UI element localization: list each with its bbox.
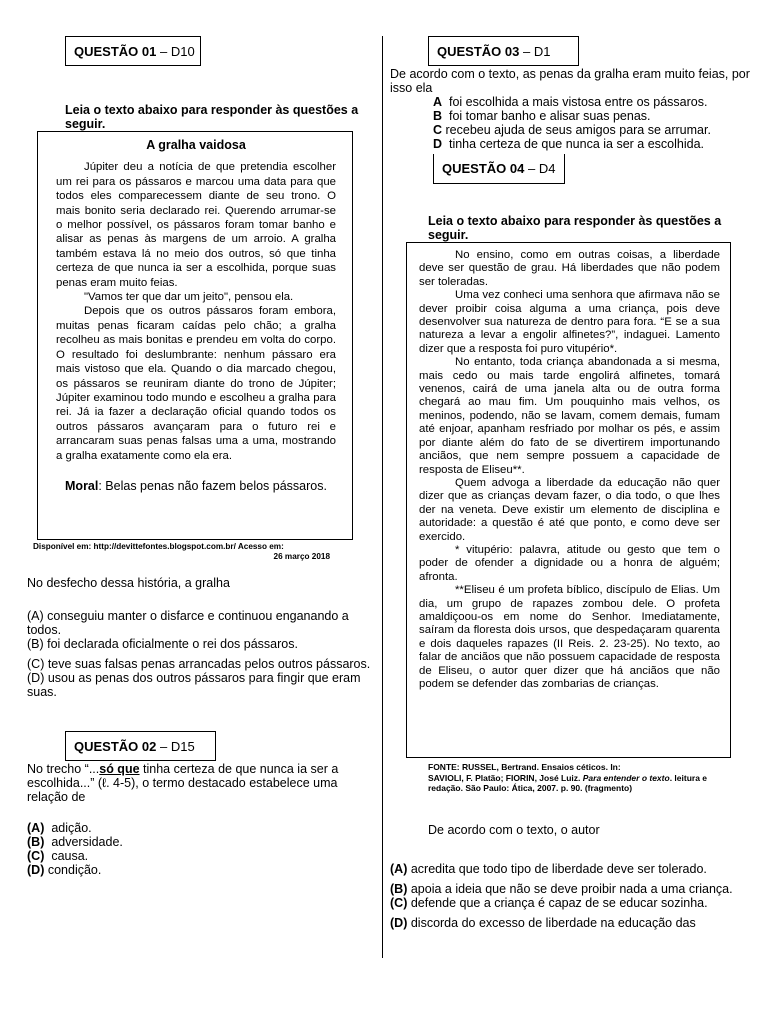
q2-option-a-text: adição. (51, 821, 92, 835)
q4-option-b-text: apoia a ideia que não se deve proibir nada a uma criança. (410, 882, 733, 896)
education-text-box (406, 242, 731, 758)
q4-option-b[interactable] (390, 882, 762, 896)
column-divider (382, 36, 383, 958)
q2-option-b[interactable] (27, 835, 327, 849)
q4-option-c-text: defende que a criança é capaz de se educar sozinha. (410, 896, 708, 910)
q2-option-b-letter: (B) (27, 835, 45, 849)
q3-option-c-text: recebeu ajuda de seus amigos para se arrumar. (445, 123, 711, 137)
question-02-code: – D15 (159, 739, 195, 754)
q3-option-a-text: foi escolhida a mais vistosa entre os pássaros. (448, 95, 708, 109)
moral-label: Moral (65, 478, 99, 493)
story-text-box (37, 131, 353, 540)
question-02-box (65, 731, 216, 761)
question-02-options (27, 821, 327, 877)
q4-option-d-text: discorda do excesso de liberdade na educação das (410, 916, 696, 930)
question-01-options (27, 609, 372, 699)
right-instruction: Leia o texto abaixo para responder às questões a seguir. (428, 214, 722, 242)
question-01-code: – D10 (159, 44, 195, 59)
q4-option-a-text: acredita que todo tipo de liberdade deve ser tolerado. (410, 862, 707, 876)
q2-option-d-letter: (D) (27, 863, 45, 877)
q2-option-b-text: adversidade. (51, 835, 123, 849)
q2-stem-highlight: só que (99, 762, 140, 776)
q1-option-a[interactable]: (A) conseguiu manter o disfarce e continuou enganando a todos. (27, 609, 349, 637)
question-04-stem: De acordo com o texto, o autor (428, 823, 600, 837)
q3-option-d[interactable] (433, 137, 763, 151)
q3-option-b-text: foi tomar banho e alisar suas penas. (448, 109, 651, 123)
question-02-stem (27, 762, 345, 804)
q4-option-d-letter: (D) (390, 916, 408, 930)
education-footnote-2: **Eliseu é um profeta bíblico, discípulo de Elias. Um dia, um grupo de rapazes zombou dele. O profeta amaldiçoou-os em nome do Senhor. Imediatamente, saíram da floresta dois ursos, que despedaçaram quarenta e dois daqueles rapazes (II Reis. 2. 23-25). No texto, ao falar de anciãos que não possuem capacidade de resposta de Eliseu, o autor quer dizer que há anciãos que não podem se defender das zombarias de crianças. (419, 584, 720, 690)
story-paragraph-3: Depois que os outros pássaros foram embora, muitas penas ficaram caídas pelo chão; a gralha recolheu as mais bonitas e prendeu em volta do corpo. O resultado foi deslumbrante: nenhum pássaro era mais vistoso que ela. Quando o dia marcado chegou, os pássaros se reuniram diante do trono de Júpiter; Júpiter examinou todo mundo e escolheu a gralha para rei. Já ia fazer a declaração oficial quando todos os outros pássaros avançaram para o futuro rei e arrancaram suas penas falsas uma a uma, mostrando a gralha exatamente como ela era. (56, 305, 336, 462)
q4-option-a[interactable] (390, 862, 762, 876)
source-line-2 (428, 773, 728, 794)
story-source: Disponível em: http://devittefontes.blogspot.com.br/ Acesso em: (33, 542, 284, 551)
q4-option-d[interactable] (390, 916, 762, 930)
q3-option-d-text: tinha certeza de que nunca ia ser a escolhida. (448, 137, 705, 151)
source-authors: SAVIOLI, F. Platão; FIORIN, José Luiz. (428, 772, 581, 783)
q3-option-d-letter: D (433, 137, 443, 151)
q2-stem-pre: No trecho “... (27, 762, 100, 776)
q3-option-a[interactable] (433, 95, 763, 109)
question-02-label: QUESTÃO 02 (74, 739, 157, 754)
question-01-label: QUESTÃO 01 (74, 44, 157, 59)
question-03-stem: De acordo com o texto, as penas da gralha eram muito feias, por isso ela (390, 67, 750, 95)
education-paragraph-1: No ensino, como em outras coisas, a liberdade deve ser questão de grau. Há liberdades que não podem ser toleradas. (419, 249, 720, 288)
story-moral (56, 479, 336, 493)
question-01-stem: No desfecho dessa história, a gralha (27, 576, 230, 590)
q3-option-c[interactable] (433, 123, 763, 137)
education-paragraph-4: Quem advoga a liberdade da educação não quer dizer que as crianças devam fazer, o dia todo, o que lhes der na veneta. Deve existir um elemento de disciplina e autoridade: a questão é até que ponto, e como deve ser exercido. (419, 476, 720, 543)
q2-option-c-letter: (C) (27, 849, 45, 863)
source-publisher: . leitura e redação. São Paulo: Ática, 2007. p. 90. (fragmento) (428, 772, 708, 793)
story-paragraph-2: "Vamos ter que dar um jeito", pensou ela. (84, 291, 294, 304)
q2-option-d[interactable] (27, 863, 327, 877)
q2-stem-post: tinha certeza de que nunca ia ser a escolhida...” (ℓ. 4-5), o termo destacado estabelece uma relação de (27, 762, 339, 804)
q2-option-a[interactable] (27, 821, 327, 835)
source-book-title: Para entender o texto (582, 772, 670, 783)
question-03-code: – D1 (522, 44, 551, 59)
q4-option-c-letter: (C) (390, 896, 408, 910)
q2-option-c-text: causa. (51, 849, 89, 863)
question-01-box (65, 36, 201, 66)
q4-option-c[interactable] (390, 896, 762, 910)
question-03-box (428, 36, 579, 66)
question-03-options (433, 95, 763, 151)
education-paragraph-2: Uma vez conheci uma senhora que afirmava não se dever proibir coisa alguma a uma criança, pois deve desenvolver sua natureza de dentro para fora. “E se a sua natureza a levar a engolir alfinetes?”, indaguei. Lamento dizer que a resposta foi puro vitupério*. (419, 289, 720, 355)
left-instruction: Leia o texto abaixo para responder às questões a seguir. (65, 103, 359, 131)
q4-option-a-letter: (A) (390, 862, 408, 876)
q3-option-b[interactable] (433, 109, 763, 123)
question-04-code: – D4 (527, 161, 556, 176)
question-03-label: QUESTÃO 03 (437, 44, 520, 59)
moral-text: : Belas penas não fazem belos pássaros. (98, 478, 327, 493)
q3-option-b-letter: B (433, 109, 443, 123)
story-title: A gralha vaidosa (146, 138, 246, 152)
q2-option-d-text: condição. (47, 863, 102, 877)
story-paragraph-1: Júpiter deu a notícia de que pretendia escolher um rei para os pássaros e marcou uma data para que todos eles comparecessem diante de seu trono. O mais bonito seria declarado rei. Querendo arrumar-se o melhor possível, os pássaros foram tomar banho e alisar as penas às margens de um arroio. A gralha também estava lá no meio dos outros, só que tinha certeza de que nunca ia ser a escolhida, porque suas penas eram muito feias. (56, 161, 336, 289)
question-04-label: QUESTÃO 04 (442, 161, 525, 176)
education-source (428, 762, 728, 794)
story-source-date: 26 março 2018 (273, 552, 330, 561)
q1-option-c[interactable]: (C) teve suas falsas penas arrancadas pelos outros pássaros. (27, 657, 371, 671)
source-line-1: FONTE: RUSSEL, Bertrand. Ensaios céticos. In: (428, 762, 621, 772)
education-footnote-1: * vitupério: palavra, atitude ou gesto que tem o poder de ofender a dignidade ou a honra de alguém; afronta. (419, 543, 720, 583)
question-04-box (433, 154, 565, 184)
education-paragraph-3: No entanto, toda criança abandonada a si mesma, mais cedo ou mais tarde engolirá alfinetes, tomará venenos, cairá de uma janela alta ou de outra forma chegará ao mau fim. Um pouquinho mais velhos, os meninos, podendo, não se lavam, comem demais, fumam até enjoar, apanham resfriado por molhar os pés, e assim por diante além do fato de se divertirem importunando anciãos, que nem sempre possuem a capacidade de resposta de Eliseu**. (419, 356, 720, 476)
q3-option-a-letter: A (433, 95, 443, 109)
q4-option-b-letter: (B) (390, 882, 408, 896)
question-04-options (390, 862, 762, 930)
q2-option-a-letter: (A) (27, 821, 45, 835)
q2-option-c[interactable] (27, 849, 327, 863)
q1-option-b[interactable]: (B) foi declarada oficialmente o rei dos pássaros. (27, 637, 298, 651)
q3-option-c-letter: C (433, 123, 443, 137)
q1-option-d[interactable]: (D) usou as penas dos outros pássaros para fingir que eram suas. (27, 671, 361, 699)
